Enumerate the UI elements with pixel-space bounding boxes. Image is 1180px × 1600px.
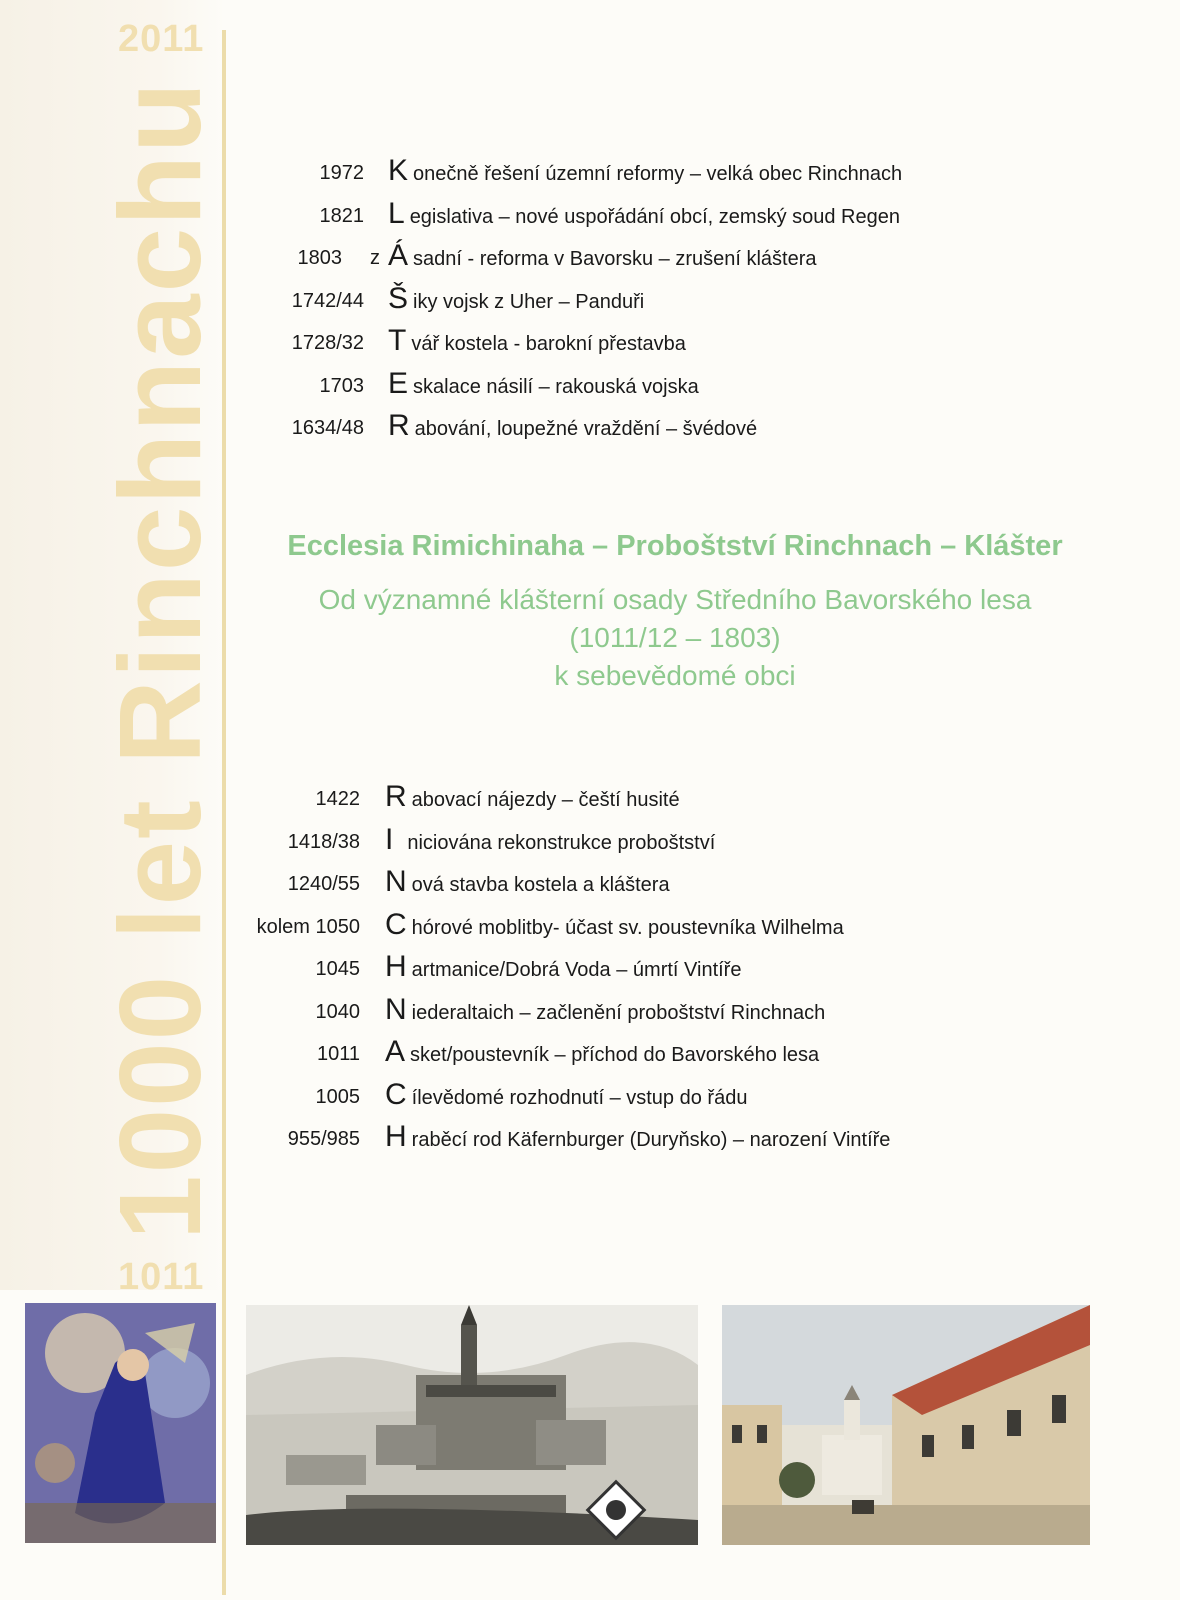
sidebar-year-top: 2011 [118,18,205,60]
timeline-row [0,239,1000,282]
heading-title: Ecclesia Rimichinaha – Proboštství Rinchnach – Klášter [287,530,1063,562]
monastery-engraving-illustration [246,1305,698,1545]
timeline-text: sadní - reforma v Bavorsku – zrušení kláštera [413,248,817,270]
timeline-entry [388,197,900,231]
timeline-initial: A [385,1035,406,1068]
timeline-date: 1040 [315,1000,360,1023]
timeline-date: 1742/44 [291,289,364,312]
timeline-date: 1418/38 [287,830,360,853]
timeline-text: sket/poustevník – příchod do Bavorského lesa [410,1044,820,1066]
heading-subtitle-line1: Od významné klášterní osady Středního Bavorského lesa [318,584,1032,615]
timeline-entry [385,908,844,942]
timeline-row [0,154,1000,197]
village-street-painting-image [722,1305,1090,1545]
photo-strip [0,1303,1180,1548]
timeline-text: iky vojsk z Uher – Panduři [413,290,645,313]
village-street-illustration [722,1305,1090,1545]
sidebar-year-bottom: 1011 [118,1256,205,1298]
timeline-date: 1728/32 [291,332,364,354]
timeline-text: hórové moblitby- účast sv. poustevníka Wilhelma [411,916,844,939]
sidebar-title-text: 1000 let Rinchnachu [95,80,225,1240]
timeline-row [0,367,1000,410]
timeline-entry [385,823,715,857]
timeline-prefix: z [370,247,380,269]
timeline-date: 1634/48 [291,417,364,439]
timeline-date: 1011 [316,1043,360,1065]
timeline-row [0,409,1000,452]
timeline-row [0,324,1000,367]
timeline-initial: N [385,865,407,898]
timeline-date: 1703 [319,374,364,397]
timeline-row [0,993,1000,1036]
timeline-date: kolem 1050 [256,915,360,938]
timeline-text: vář kostela - barokní přestavba [411,333,686,355]
timeline-date: 1005 [315,1085,360,1108]
timeline-text: ílevědomé rozhodnutí – vstup do řádu [411,1086,748,1109]
timeline-initial: C [385,1077,407,1111]
timeline-date: 955/985 [287,1128,360,1150]
timeline-top [0,154,1000,452]
timeline-entry [388,154,902,188]
timeline-row [0,950,1000,993]
timeline-entry [388,239,817,273]
timeline-entry [385,950,741,984]
timeline-initial: I [385,822,394,856]
timeline-row [0,1078,1000,1121]
timeline-initial: E [388,366,409,400]
timeline-entry [388,367,699,401]
timeline-entry [388,282,644,316]
timeline-entry [385,1035,819,1069]
timeline-date: 1972 [319,162,364,184]
timeline-initial: R [385,780,407,813]
timeline-initial: H [385,950,407,983]
timeline-text: egislativa – nové uspořádání obcí, zemský soud Regen [409,205,900,228]
monastery-engraving-image [246,1305,698,1545]
timeline-text: ová stavba kostela a kláštera [411,874,670,896]
saint-painting-image [25,1303,216,1543]
timeline-text: abovací nájezdy – čeští husité [411,789,680,811]
timeline-text: iederaltaich – začlenění proboštství Rinchnach [411,1001,826,1024]
timeline-text: raběcí rod Käfernburger (Duryňsko) – narození Vintíře [411,1129,891,1151]
timeline-text: niciována rekonstrukce proboštství [407,831,716,854]
timeline-text: artmanice/Dobrá Voda – úmrtí Vintíře [411,959,742,981]
timeline-entry [385,1078,747,1112]
saint-painting-illustration [25,1303,216,1543]
timeline-entry [388,409,757,443]
timeline-date: 1045 [315,958,360,980]
heading-subtitle-line3: k sebevědomé obci [554,660,796,691]
timeline-initial: R [388,409,410,442]
timeline-initial: C [385,907,407,941]
timeline-entry [385,993,825,1027]
timeline-initial: N [385,992,407,1026]
timeline-initial: Á [388,239,409,272]
timeline-initial: L [388,196,405,230]
timeline-initial: K [388,154,409,187]
central-heading [240,530,1110,695]
timeline-date: 1821 [319,204,364,227]
timeline-row [0,197,1000,240]
heading-subtitle-line2: (1011/12 – 1803) [569,622,781,653]
timeline-bottom [0,780,1000,1163]
timeline-text: skalace násilí – rakouská vojska [413,375,699,398]
timeline-row [0,865,1000,908]
timeline-entry [385,865,670,899]
timeline-text: abování, loupežné vraždění – švédové [414,418,758,440]
timeline-entry [388,324,686,358]
timeline-initial: H [385,1120,407,1153]
timeline-text: onečně řešení územní reformy – velká obec Rinchnach [413,163,903,185]
timeline-date: 1422 [315,788,360,810]
timeline-row [0,1035,1000,1078]
timeline-date: 1803 [297,247,342,269]
timeline-initial: T [388,324,407,357]
timeline-row [0,908,1000,951]
timeline-row [0,1120,1000,1163]
timeline-row [0,282,1000,325]
timeline-initial: Š [388,281,409,315]
timeline-entry [385,780,680,814]
timeline-entry [385,1120,890,1154]
timeline-row [0,780,1000,823]
timeline-row [0,823,1000,866]
timeline-date: 1240/55 [287,873,360,895]
